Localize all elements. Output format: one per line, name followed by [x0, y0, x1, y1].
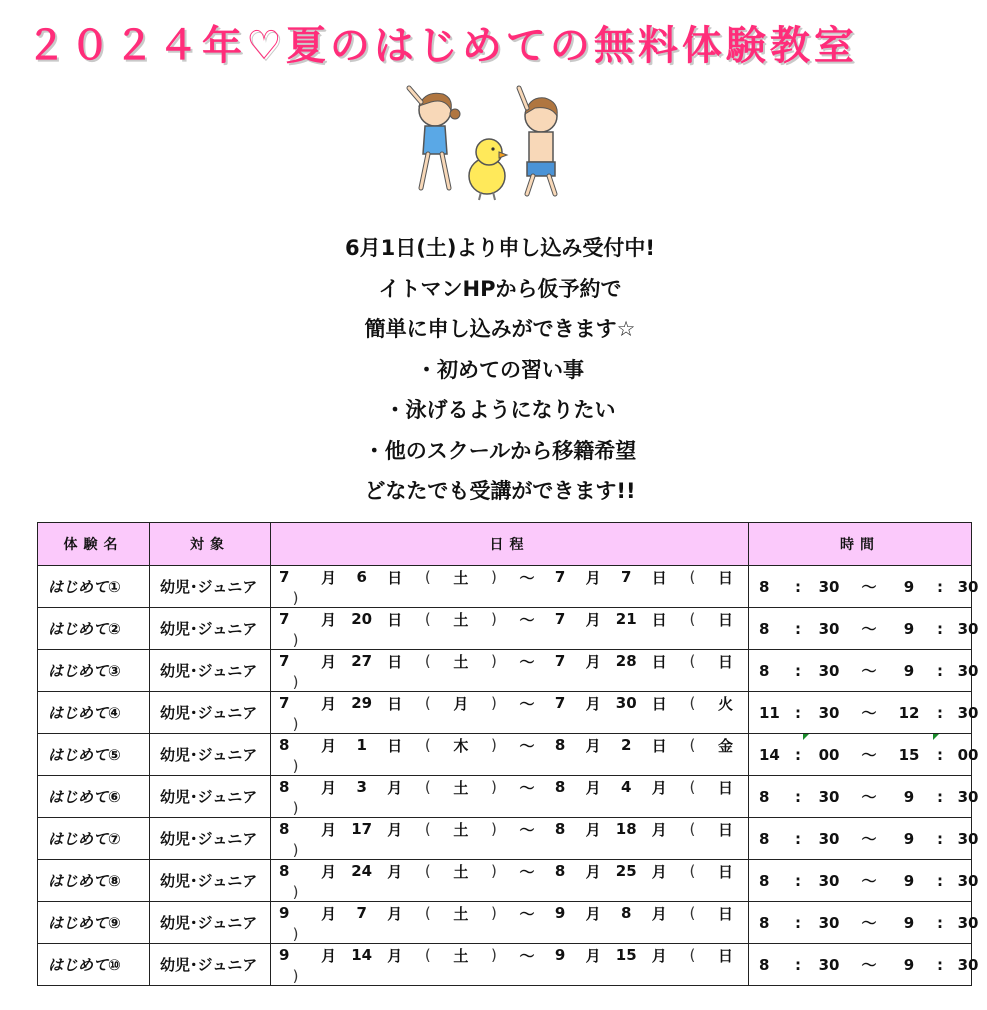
- time-token: 9: [903, 955, 915, 974]
- target-cell: 幼児･ジュニア: [150, 650, 271, 692]
- time-token: ～: [861, 578, 877, 596]
- date-token: 7: [621, 568, 632, 586]
- time-token: :: [795, 577, 801, 596]
- class-name-cell: はじめて⑥: [38, 776, 150, 818]
- date-token: 日: [717, 862, 733, 881]
- time-cell: [749, 818, 979, 860]
- class-name-cell: はじめて③: [38, 650, 150, 692]
- date-token: (: [689, 652, 696, 670]
- date-token: 土: [453, 652, 469, 671]
- date-token: 月: [585, 904, 601, 923]
- time-token: 30: [818, 787, 840, 806]
- date-token: 7: [279, 652, 290, 670]
- date-token: 月: [585, 820, 601, 839]
- time-token: :: [937, 661, 943, 680]
- time-token: 9: [903, 829, 915, 848]
- intro-line: ・泳げるようになりたい: [384, 398, 616, 422]
- time-token: :: [795, 745, 801, 764]
- time-cell: [749, 566, 979, 608]
- date-token: (: [424, 946, 431, 964]
- date-token: (: [689, 904, 696, 922]
- date-token: 月: [321, 904, 337, 923]
- date-token: (: [424, 652, 431, 670]
- date-token: (: [689, 568, 696, 586]
- time-token: 30: [957, 577, 979, 596]
- girl-swimmer-figure: [409, 88, 460, 188]
- date-token: 8: [279, 820, 290, 838]
- date-token: 日: [387, 736, 403, 755]
- date-cell: [271, 818, 749, 860]
- time-token: ～: [861, 620, 877, 638]
- time-token: 30: [818, 619, 840, 638]
- date-cell: [271, 692, 749, 734]
- class-name-cell: はじめて⑨: [38, 902, 150, 944]
- date-token: 8: [279, 778, 290, 796]
- time-token: 8: [759, 661, 770, 680]
- date-token: 月: [321, 778, 337, 797]
- date-token: 月: [651, 820, 667, 839]
- date-token: ): [491, 694, 497, 712]
- date-token: 7: [279, 694, 290, 712]
- date-token: 月: [585, 652, 601, 671]
- target-cell: 幼児･ジュニア: [150, 902, 271, 944]
- date-token: 土: [453, 820, 469, 839]
- date-token: 日: [717, 778, 733, 797]
- date-token: 9: [279, 946, 290, 964]
- date-token: 6: [356, 568, 367, 586]
- date-token: 7: [554, 694, 566, 712]
- time-cell: [749, 692, 979, 734]
- intro-line: イトマンHPから仮予約で: [378, 276, 622, 301]
- time-cell: [749, 608, 979, 650]
- time-cell: [749, 902, 979, 944]
- time-token: ～: [861, 788, 877, 806]
- date-cell: [271, 776, 749, 818]
- table-row: [38, 818, 972, 860]
- date-token: 月: [387, 862, 403, 881]
- header-target: 対象: [150, 523, 271, 566]
- date-cell: [271, 650, 749, 692]
- date-token: 月: [453, 694, 469, 713]
- time-token: 30: [957, 955, 979, 974]
- date-token: ): [292, 714, 299, 733]
- time-token: 30: [957, 619, 979, 638]
- date-token: 月: [387, 820, 403, 839]
- table-row: [38, 650, 972, 692]
- time-token: :: [795, 619, 801, 638]
- date-cell: [271, 566, 749, 608]
- table-row: [38, 608, 972, 650]
- date-token: 木: [453, 736, 469, 755]
- comment-marker-icon: [803, 734, 809, 740]
- date-token: 土: [453, 778, 469, 797]
- date-token: ): [292, 966, 299, 985]
- time-token: :: [937, 577, 943, 596]
- date-token: 24: [351, 862, 373, 880]
- date-token: (: [424, 694, 431, 712]
- date-token: ): [292, 840, 299, 859]
- date-token: 17: [351, 820, 373, 838]
- time-token: 30: [818, 661, 840, 680]
- date-token: 8: [554, 820, 566, 838]
- date-token: (: [689, 862, 696, 880]
- time-token: ～: [861, 872, 877, 890]
- date-token: 土: [453, 568, 469, 587]
- date-token: ～: [519, 694, 535, 713]
- date-token: ): [491, 610, 497, 628]
- date-token: 8: [554, 778, 566, 796]
- time-token: 00: [818, 745, 840, 764]
- intro-line: どなたでも受講ができます!!: [364, 479, 636, 503]
- time-token: :: [937, 619, 943, 638]
- time-token: :: [795, 829, 801, 848]
- time-token: ～: [861, 830, 877, 848]
- time-token: ～: [861, 704, 877, 722]
- target-cell: 幼児･ジュニア: [150, 692, 271, 734]
- intro-line: ・初めての習い事: [416, 357, 584, 382]
- class-name-cell: はじめて①: [38, 566, 150, 608]
- time-cell: [749, 776, 979, 818]
- header-time: 時間: [749, 523, 972, 566]
- time-token: 8: [759, 787, 770, 806]
- date-token: 日: [651, 610, 667, 629]
- date-token: 3: [356, 778, 367, 796]
- time-token: :: [795, 913, 801, 932]
- date-token: 8: [621, 904, 632, 922]
- date-token: 月: [387, 778, 403, 797]
- date-token: 9: [554, 904, 566, 922]
- date-token: 日: [651, 694, 667, 713]
- target-cell: 幼児･ジュニア: [150, 860, 271, 902]
- time-token: 9: [903, 661, 915, 680]
- date-token: 金: [717, 736, 733, 755]
- time-token: ～: [861, 746, 877, 764]
- date-token: 月: [321, 862, 337, 881]
- date-token: 月: [321, 610, 337, 629]
- time-token: 9: [903, 619, 915, 638]
- time-token: :: [795, 661, 801, 680]
- time-token: 14: [759, 745, 780, 764]
- table-header-row: [38, 523, 972, 566]
- date-token: 日: [387, 652, 403, 671]
- date-token: ～: [519, 904, 535, 923]
- date-token: ～: [519, 652, 535, 671]
- date-token: 7: [279, 610, 290, 628]
- time-token: 8: [759, 829, 770, 848]
- table-row: [38, 902, 972, 944]
- date-token: ): [292, 672, 299, 691]
- date-token: 土: [453, 610, 469, 629]
- schedule-table: [37, 522, 979, 986]
- date-token: 25: [615, 862, 637, 880]
- date-token: 月: [321, 694, 337, 713]
- date-token: ): [491, 820, 497, 838]
- date-token: ): [491, 862, 497, 880]
- date-token: 月: [321, 820, 337, 839]
- date-token: ～: [519, 946, 535, 965]
- time-token: 30: [818, 913, 840, 932]
- date-token: ～: [519, 610, 535, 629]
- date-cell: [271, 944, 749, 986]
- date-cell: [271, 902, 749, 944]
- date-token: 日: [651, 568, 667, 587]
- time-token: 8: [759, 871, 770, 890]
- date-token: 日: [717, 820, 733, 839]
- class-name-cell: はじめて⑤: [38, 734, 150, 776]
- date-token: ): [491, 568, 497, 586]
- date-token: 27: [351, 652, 373, 670]
- date-token: ): [292, 882, 299, 901]
- time-token: 30: [818, 955, 840, 974]
- time-token: 30: [818, 871, 840, 890]
- time-token: :: [795, 955, 801, 974]
- date-token: 月: [321, 568, 337, 587]
- time-token: 30: [957, 913, 979, 932]
- intro-line: 6月1日(土)より申し込み受付中!: [345, 236, 655, 260]
- date-token: (: [424, 778, 431, 796]
- time-cell: [749, 650, 979, 692]
- date-token: 28: [615, 652, 637, 670]
- date-token: 20: [351, 610, 373, 628]
- date-token: 7: [279, 568, 290, 586]
- date-token: 月: [585, 946, 601, 965]
- date-token: 月: [585, 862, 601, 881]
- header-schedule: 日程: [271, 523, 749, 566]
- date-token: 月: [387, 946, 403, 965]
- date-token: (: [689, 946, 696, 964]
- date-token: 29: [351, 694, 373, 712]
- date-token: 8: [554, 736, 566, 754]
- date-token: 月: [651, 904, 667, 923]
- time-token: :: [795, 787, 801, 806]
- date-token: (: [689, 820, 696, 838]
- table-row: [38, 692, 972, 734]
- date-token: 8: [279, 862, 290, 880]
- time-token: 8: [759, 619, 770, 638]
- time-token: :: [937, 703, 943, 722]
- time-token: ～: [861, 914, 877, 932]
- date-token: 月: [585, 610, 601, 629]
- date-token: ～: [519, 820, 535, 839]
- table-row: [38, 860, 972, 902]
- date-token: (: [424, 568, 431, 586]
- date-token: ～: [519, 862, 535, 881]
- time-token: 8: [759, 955, 770, 974]
- table-row: [38, 566, 972, 608]
- time-token: 9: [903, 787, 915, 806]
- date-token: (: [424, 862, 431, 880]
- date-token: 月: [585, 778, 601, 797]
- date-token: (: [424, 904, 431, 922]
- target-cell: 幼児･ジュニア: [150, 776, 271, 818]
- intro-line: ・他のスクールから移籍希望: [363, 438, 637, 463]
- date-token: 月: [321, 946, 337, 965]
- date-token: 4: [621, 778, 632, 796]
- page-title: ２０２４年♡夏のはじめての無料体験教室: [26, 23, 858, 69]
- schedule-rows: [38, 566, 979, 986]
- date-token: 9: [279, 904, 290, 922]
- date-token: ): [292, 630, 299, 649]
- target-cell: 幼児･ジュニア: [150, 734, 271, 776]
- date-token: ): [491, 736, 497, 754]
- date-token: (: [689, 778, 696, 796]
- swimmers-illustration: [395, 84, 585, 204]
- date-token: 月: [585, 736, 601, 755]
- date-token: 7: [554, 568, 566, 586]
- time-token: :: [937, 745, 943, 764]
- date-token: 月: [585, 568, 601, 587]
- date-token: 土: [453, 946, 469, 965]
- date-token: ): [491, 904, 497, 922]
- date-token: 日: [387, 694, 403, 713]
- time-cell: [749, 734, 979, 776]
- date-token: 15: [615, 946, 637, 964]
- time-token: 30: [818, 703, 840, 722]
- date-token: 1: [356, 736, 367, 754]
- class-name-cell: はじめて⑦: [38, 818, 150, 860]
- intro-line: 簡単に申し込みができます☆: [364, 317, 636, 341]
- date-token: 7: [356, 904, 367, 922]
- date-token: ): [491, 946, 497, 964]
- time-token: ～: [861, 956, 877, 974]
- time-token: :: [937, 829, 943, 848]
- date-token: 月: [651, 946, 667, 965]
- date-token: ): [292, 588, 299, 607]
- date-token: 8: [279, 736, 290, 754]
- class-name-cell: はじめて⑩: [38, 944, 150, 986]
- chick-figure: [469, 139, 507, 200]
- date-token: 日: [717, 568, 733, 587]
- date-token: ): [491, 778, 497, 796]
- intro-text: [200, 228, 800, 512]
- table-row: [38, 944, 972, 986]
- time-token: 30: [957, 703, 979, 722]
- time-token: 9: [903, 871, 915, 890]
- date-token: (: [689, 610, 696, 628]
- date-token: 日: [651, 736, 667, 755]
- date-token: 日: [651, 652, 667, 671]
- date-token: 日: [717, 946, 733, 965]
- date-token: 日: [717, 610, 733, 629]
- time-token: 30: [957, 829, 979, 848]
- date-token: 9: [554, 946, 566, 964]
- date-token: ～: [519, 736, 535, 755]
- date-token: 火: [717, 694, 733, 713]
- time-token: 15: [898, 745, 920, 764]
- time-token: :: [795, 871, 801, 890]
- date-token: ～: [519, 568, 535, 587]
- time-cell: [749, 944, 979, 986]
- time-token: 8: [759, 913, 770, 932]
- time-token: :: [795, 703, 801, 722]
- date-cell: [271, 608, 749, 650]
- class-name-cell: はじめて⑧: [38, 860, 150, 902]
- date-token: ): [292, 924, 299, 943]
- date-token: (: [424, 610, 431, 628]
- date-token: ): [292, 798, 299, 817]
- date-token: 18: [615, 820, 637, 838]
- date-token: 月: [651, 778, 667, 797]
- date-token: 7: [554, 610, 566, 628]
- class-name-cell: はじめて②: [38, 608, 150, 650]
- date-token: ～: [519, 778, 535, 797]
- table-row: [38, 776, 972, 818]
- date-token: 日: [387, 610, 403, 629]
- target-cell: 幼児･ジュニア: [150, 608, 271, 650]
- date-token: 日: [717, 904, 733, 923]
- date-token: 月: [321, 652, 337, 671]
- time-token: 00: [957, 745, 979, 764]
- time-token: :: [937, 955, 943, 974]
- time-token: 30: [957, 787, 979, 806]
- date-token: (: [424, 820, 431, 838]
- date-cell: [271, 860, 749, 902]
- date-token: ): [292, 756, 299, 775]
- date-token: 土: [453, 904, 469, 923]
- boy-swimmer-figure: [519, 88, 557, 194]
- class-name-cell: はじめて④: [38, 692, 150, 734]
- date-token: 月: [321, 736, 337, 755]
- time-token: 30: [818, 829, 840, 848]
- time-token: :: [937, 787, 943, 806]
- date-token: 日: [387, 568, 403, 587]
- date-token: 2: [621, 736, 632, 754]
- time-token: 8: [759, 577, 770, 596]
- time-token: :: [937, 871, 943, 890]
- target-cell: 幼児･ジュニア: [150, 818, 271, 860]
- time-token: 30: [818, 577, 840, 596]
- date-token: 月: [585, 694, 601, 713]
- target-cell: 幼児･ジュニア: [150, 944, 271, 986]
- header-name: 体験名: [38, 523, 150, 566]
- date-token: 14: [351, 946, 373, 964]
- date-token: 月: [651, 862, 667, 881]
- time-token: ～: [861, 662, 877, 680]
- time-token: 9: [903, 577, 915, 596]
- date-cell: [271, 734, 749, 776]
- time-token: 30: [957, 661, 979, 680]
- date-token: 土: [453, 862, 469, 881]
- date-token: 21: [615, 610, 637, 628]
- date-token: 30: [615, 694, 637, 712]
- date-token: ): [491, 652, 497, 670]
- time-token: 30: [957, 871, 979, 890]
- time-token: 11: [759, 703, 780, 722]
- date-token: (: [424, 736, 431, 754]
- target-cell: 幼児･ジュニア: [150, 566, 271, 608]
- date-token: 7: [554, 652, 566, 670]
- time-token: 9: [903, 913, 915, 932]
- date-token: (: [689, 736, 696, 754]
- date-token: (: [689, 694, 696, 712]
- comment-marker-icon: [933, 734, 939, 740]
- date-token: 日: [717, 652, 733, 671]
- table-row: [38, 734, 972, 776]
- time-token: 12: [898, 703, 920, 722]
- time-token: :: [937, 913, 943, 932]
- time-cell: [749, 860, 979, 902]
- date-token: 8: [554, 862, 566, 880]
- date-token: 月: [387, 904, 403, 923]
